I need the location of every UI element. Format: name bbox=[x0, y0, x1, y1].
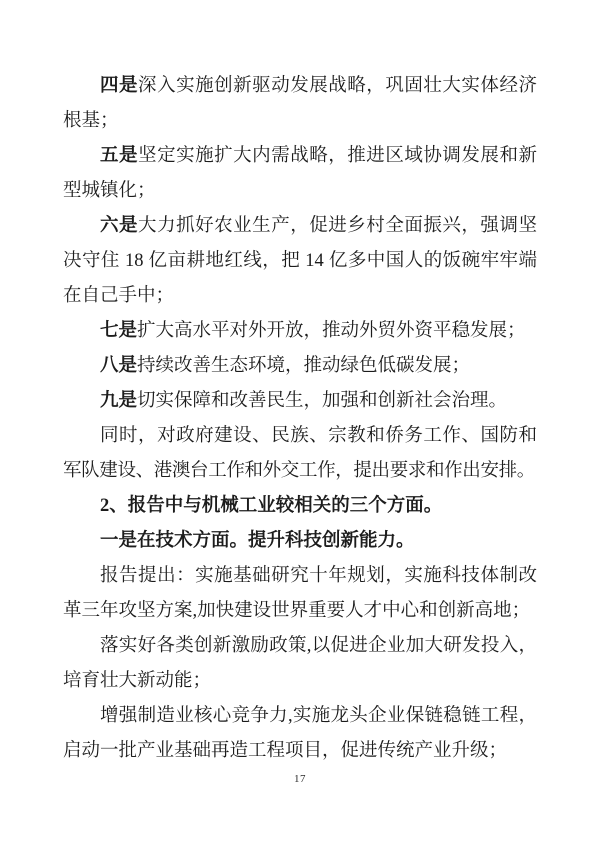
line-bold-text: 一是在技术方面。提升科技创新能力。 bbox=[100, 531, 415, 551]
line-text: 持续改善生态环境，推动绿色低碳发展； bbox=[137, 356, 471, 376]
line-text: 启动一批产业基础再造工程项目，促进传统产业升级； bbox=[63, 741, 508, 761]
line-text: 坚定实施扩大内需战略，推进区域协调发展和新 bbox=[138, 146, 537, 166]
text-line bbox=[63, 279, 537, 314]
text-line bbox=[63, 174, 537, 209]
line-bold-text: 四是 bbox=[100, 76, 139, 96]
text-line bbox=[63, 244, 537, 279]
line-text: 革三年攻坚方案,加快建设世界重要人才中心和创新高地； bbox=[63, 601, 531, 621]
page-number: 17 bbox=[294, 773, 306, 785]
text-line bbox=[63, 664, 537, 699]
line-text: 培育壮大新动能； bbox=[63, 671, 212, 691]
line-bold-text: 八是 bbox=[100, 356, 138, 376]
text-line bbox=[63, 734, 537, 769]
line-text: 增强制造业核心竞争力,实施龙头企业保链稳链工程， bbox=[100, 706, 537, 726]
text-line bbox=[63, 384, 537, 419]
text-line bbox=[63, 524, 537, 559]
line-text: 决守住 18 亿亩耕地红线，把 14 亿多中国人的饭碗牢牢端 bbox=[63, 251, 537, 271]
text-line bbox=[63, 699, 537, 734]
line-text: 报告提出：实施基础研究十年规划，实施科技体制改 bbox=[100, 566, 537, 586]
line-bold-text: 六是 bbox=[100, 216, 139, 236]
line-bold-text: 九是 bbox=[100, 391, 138, 411]
text-line bbox=[63, 209, 537, 244]
text-line bbox=[63, 629, 537, 664]
line-text: 根基； bbox=[63, 111, 119, 131]
line-bold-text: 七是 bbox=[100, 321, 138, 341]
line-text: 型城镇化； bbox=[63, 181, 156, 201]
line-text: 扩大高水平对外开放，推动外贸外资平稳发展； bbox=[137, 321, 526, 341]
text-line bbox=[63, 594, 537, 629]
text-line bbox=[63, 314, 537, 349]
text-line bbox=[63, 104, 537, 139]
text-line bbox=[63, 454, 537, 489]
text-line bbox=[63, 349, 537, 384]
line-bold-text: 五是 bbox=[100, 146, 139, 166]
text-line bbox=[63, 559, 537, 594]
line-text: 同时，对政府建设、民族、宗教和侨务工作、国防和 bbox=[100, 426, 537, 446]
text-line bbox=[63, 69, 537, 104]
line-text: 军队建设、港澳台工作和外交工作，提出要求和作出安排。 bbox=[63, 461, 535, 481]
line-text: 在自己手中； bbox=[63, 286, 175, 306]
text-line bbox=[63, 419, 537, 454]
line-text: 落实好各类创新激励政策,以促进企业加大研发投入， bbox=[100, 636, 537, 656]
line-text: 深入实施创新驱动发展战略，巩固壮大实体经济 bbox=[138, 76, 537, 96]
line-text: 大力抓好农业生产，促进乡村全面振兴，强调坚 bbox=[138, 216, 537, 236]
line-bold-text: 2、报告中与机械工业较相关的三个方面。 bbox=[100, 496, 443, 516]
page-content bbox=[63, 69, 537, 769]
text-line bbox=[63, 139, 537, 174]
line-text: 切实保障和改善民生，加强和创新社会治理。 bbox=[137, 391, 508, 411]
text-line bbox=[63, 489, 537, 524]
